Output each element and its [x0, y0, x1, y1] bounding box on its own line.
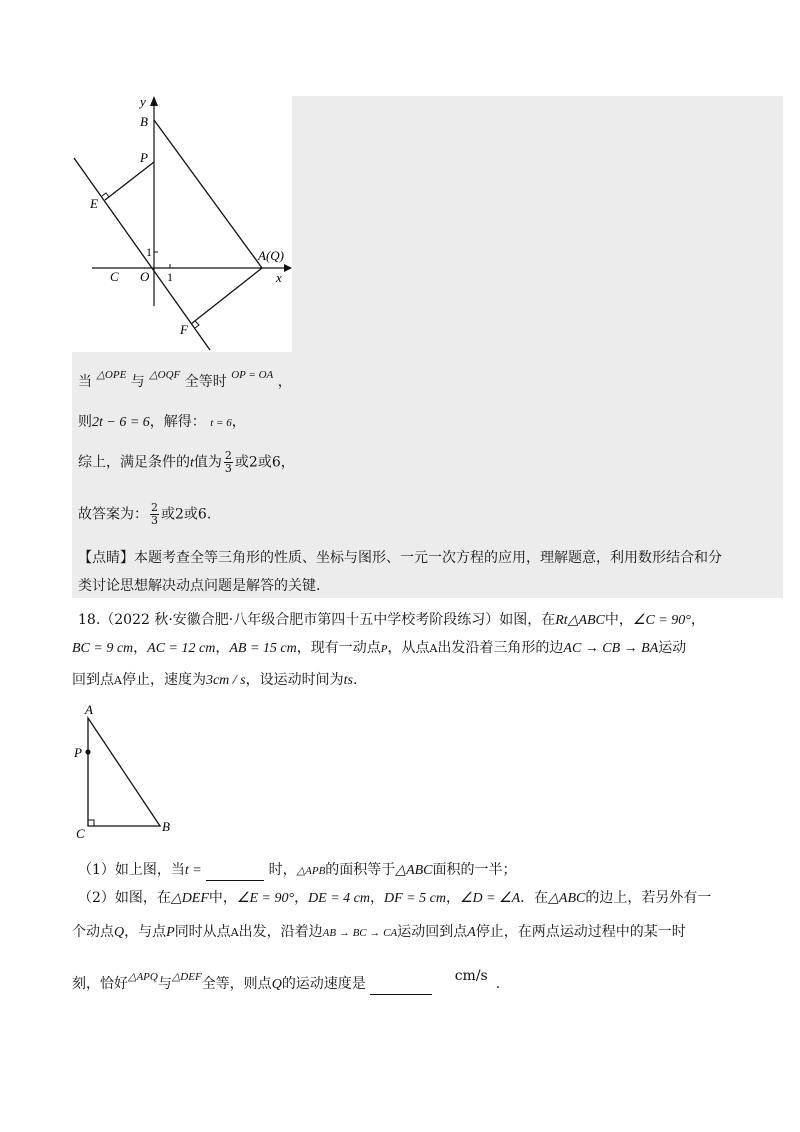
solution-line-4: 故答案为： $\frac{2}{3}$ 或2或6. [78, 501, 212, 527]
label-P: P [74, 745, 82, 760]
solution-line-2: 则2t − 6 = 6，解得： t = 6， [78, 414, 246, 430]
q18-part-2-line-3: 刻，恰好$^{\triangle APQ}$与$^{\triangle DEF}$全等，则点Q的运动速度是 cm/s . [72, 974, 500, 995]
label-y: y [140, 96, 146, 109]
q18-line-1: 18.（2022 秋·安徽合肥·八年级合肥市第四十五中学校考阶段练习）如图，在Rt△ABC中，∠C = 90°， [78, 612, 705, 628]
coordinate-figure [72, 96, 292, 352]
comment-line-2: 类讨论思想解决动点问题是解答的关键. [78, 578, 321, 594]
label-F: F [180, 322, 188, 337]
triangle-ABC [88, 718, 160, 826]
answer-blank-2[interactable] [370, 978, 432, 995]
label-one-y: 1 [146, 245, 152, 259]
q18-line-3: 回到点A停止，速度为3cm / s，设运动时间为ts. [72, 672, 358, 688]
right-angle-mark-C [88, 820, 94, 826]
q18-line-2: BC = 9 cm，AC = 12 cm，AB = 15 cm，现有一动点P，从点A出发沿着三角形的边AC → CB → BA运动 [72, 640, 687, 656]
label-x: x [276, 270, 282, 285]
label-A: A [85, 702, 93, 717]
label-E: E [90, 196, 98, 211]
comment-line-1: 【点睛】本题考查全等三角形的性质、坐标与图形、一元一次方程的应用，理解题意，利用数形结合和分 [78, 550, 722, 566]
label-one-x: 1 [167, 270, 173, 284]
solution-line-3: 综上，满足条件的t值为 $\frac{2}{3}$ 或2或6， [78, 449, 295, 475]
label-A-Q: A(Q) [258, 248, 284, 263]
answer-blank-1[interactable] [206, 864, 264, 881]
label-B: B [140, 114, 148, 129]
q18-part-2-line-1: （2）如图，在△DEF中，∠E = 90°，DE = 4 cm，DF = 5 cm，∠D = ∠A．在△ABC的边上，若另外有一 [78, 890, 712, 906]
label-C: C [110, 269, 119, 284]
label-P: P [140, 150, 148, 165]
q18-part-1: （1）如上图，当t = 时，△APB的面积等于△ABC面积的一半； [78, 860, 517, 881]
q18-part-2-line-2: 个动点Q，与点P同时从点A出发，沿着边AB → BC → CA运动回到点A停止，在两点运动过程中的某一时 [72, 924, 686, 940]
label-O: O [140, 269, 150, 284]
label-C: C [76, 826, 85, 840]
label-B: B [162, 819, 170, 834]
triangle-figure [70, 700, 190, 840]
solution-line-1: 当 $^{\triangle OPE}$ 与 $^{\triangle OQF}$ 全等时 $^{OP = OA}$ ， [78, 369, 292, 390]
point-P [85, 749, 90, 754]
